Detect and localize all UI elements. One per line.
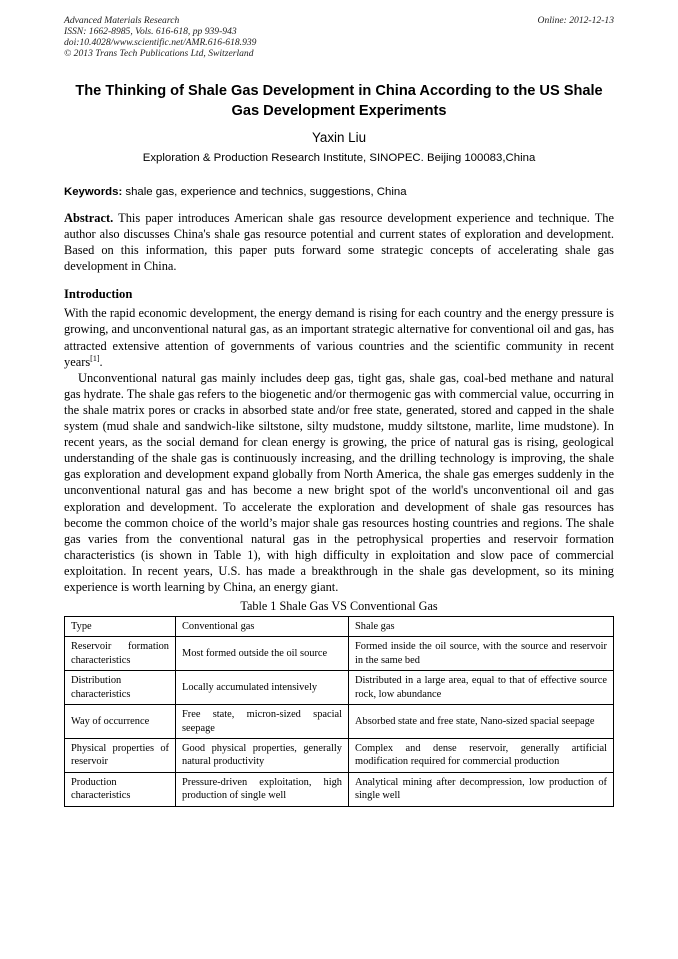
table-cell-conventional: Free state, micron-sized spacial seepage bbox=[176, 705, 349, 739]
table-header-row bbox=[65, 617, 614, 637]
abstract bbox=[64, 210, 614, 274]
online-date: Online: 2012-12-13 bbox=[537, 15, 614, 26]
table-caption: Table 1 Shale Gas VS Conventional Gas bbox=[240, 599, 438, 614]
keywords bbox=[64, 186, 614, 198]
table-cell-conventional: Pressure-driven exploitation, high production of single well bbox=[176, 772, 349, 806]
intro-paragraph-1 bbox=[64, 305, 614, 369]
table-cell-conventional: Locally accumulated intensively bbox=[176, 671, 349, 705]
journal-header bbox=[64, 15, 614, 59]
table-row bbox=[65, 637, 614, 671]
paper-title: The Thinking of Shale Gas Development in China According to the US Shale Gas Development Experiments bbox=[75, 83, 603, 119]
table-cell-type: Reservoir formation characteristics bbox=[65, 637, 176, 671]
table-cell-shale: Absorbed state and free state, Nano-sized spacial seepage bbox=[349, 705, 614, 739]
table-cell-conventional: Most formed outside the oil source bbox=[176, 637, 349, 671]
table-cell-conventional: Good physical properties, generally natural productivity bbox=[176, 738, 349, 772]
table-header-cell: Shale gas bbox=[349, 617, 614, 637]
table-cell-shale: Complex and dense reservoir, generally artificial modification required for commercial production bbox=[349, 738, 614, 772]
table-cell-shale: Distributed in a large area, equal to that of effective source rock, low abundance bbox=[349, 671, 614, 705]
table-cell-type: Production characteristics bbox=[65, 772, 176, 806]
issn-line: ISSN: 1662-8985, Vols. 616-618, pp 939-943 bbox=[64, 26, 237, 37]
paper-page bbox=[64, 0, 614, 807]
table-cell-type: Physical properties of reservoir bbox=[65, 738, 176, 772]
table-row bbox=[65, 705, 614, 739]
comparison-table bbox=[64, 616, 614, 806]
citation-ref: [1] bbox=[90, 353, 100, 363]
abstract-label: Abstract. bbox=[64, 211, 114, 225]
author-name: Yaxin Liu bbox=[311, 130, 367, 145]
keywords-text: shale gas, experience and technics, suggestions, China bbox=[125, 186, 407, 198]
table-cell-shale: Analytical mining after decompression, low production of single well bbox=[349, 772, 614, 806]
intro-paragraph-1-end: . bbox=[99, 354, 103, 369]
copyright-line: © 2013 Trans Tech Publications Ltd, Switzerland bbox=[64, 48, 254, 59]
table-row bbox=[65, 671, 614, 705]
introduction-heading: Introduction bbox=[64, 287, 133, 302]
table-header-cell: Type bbox=[65, 617, 176, 637]
doi-line: doi:10.4028/www.scientific.net/AMR.616-618.939 bbox=[64, 37, 257, 48]
abstract-text: This paper introduces American shale gas resource development experience and technique. The author also discusses China's shale gas resource potential and current states of exploration and development. Based on this information, this paper puts forward some strategic concepts of accelerating shale gas development in China. bbox=[64, 211, 614, 274]
table-header-cell: Conventional gas bbox=[176, 617, 349, 637]
intro-paragraph-2: Unconventional natural gas mainly includes deep gas, tight gas, shale gas, coal-bed methane and natural gas hydrate. The shale gas refers to the biogenetic and/or thermogenic gas with commercial value, occurring in the shale matrix pores or cracks in absorbed state and/or free state, generated, stored and capped in the shale system (mud shale and sandwich-like siltstone, silty mudstone, muddy siltstone, marlite, lime mudstone). In recent years, as the social demand for clean energy is growing, the price of natural gas is rising, geological understanding of the shale gas is continuously increasing, and the drilling technology is improving, the shale gas exploration and development expand globally from North America, the shale gas emerges suddenly in the unconventional natural gas and has become a new bright spot of the world's unconventional oil and gas exploration and development. To accelerate the exploration and development of shale gas resources has become the common choice of the world’s major shale gas resources hosting countries and regions. The shale gas varies from the conventional natural gas in the petrophysical properties and reservoir formation characteristics (is shown in Table 1), with high difficulty in exploitation and slow pace of commercial exploitation. In recent years, U.S. has made a breakthrough in the shale gas development, so its mining experience is worth learning by China, an energy giant. bbox=[64, 370, 614, 594]
table-row bbox=[65, 772, 614, 806]
table-cell-shale: Formed inside the oil source, with the source and reservoir in the same bed bbox=[349, 637, 614, 671]
author-affiliation: Exploration & Production Research Institute, SINOPEC. Beijing 100083,China bbox=[142, 152, 536, 164]
table-cell-type: Way of occurrence bbox=[65, 705, 176, 739]
keywords-label: Keywords: bbox=[64, 186, 123, 198]
intro-paragraph-1-text: With the rapid economic development, the energy demand is rising for each country and the energy pressure is growing, and unconventional natural gas, as an important strategic alternative for conventional oil and gas, has attracted extensive attention of governments of various countries and the scientific community in recent years bbox=[64, 306, 614, 369]
table-row bbox=[65, 738, 614, 772]
table-cell-type: Distribution characteristics bbox=[65, 671, 176, 705]
journal-name: Advanced Materials Research bbox=[64, 15, 180, 26]
